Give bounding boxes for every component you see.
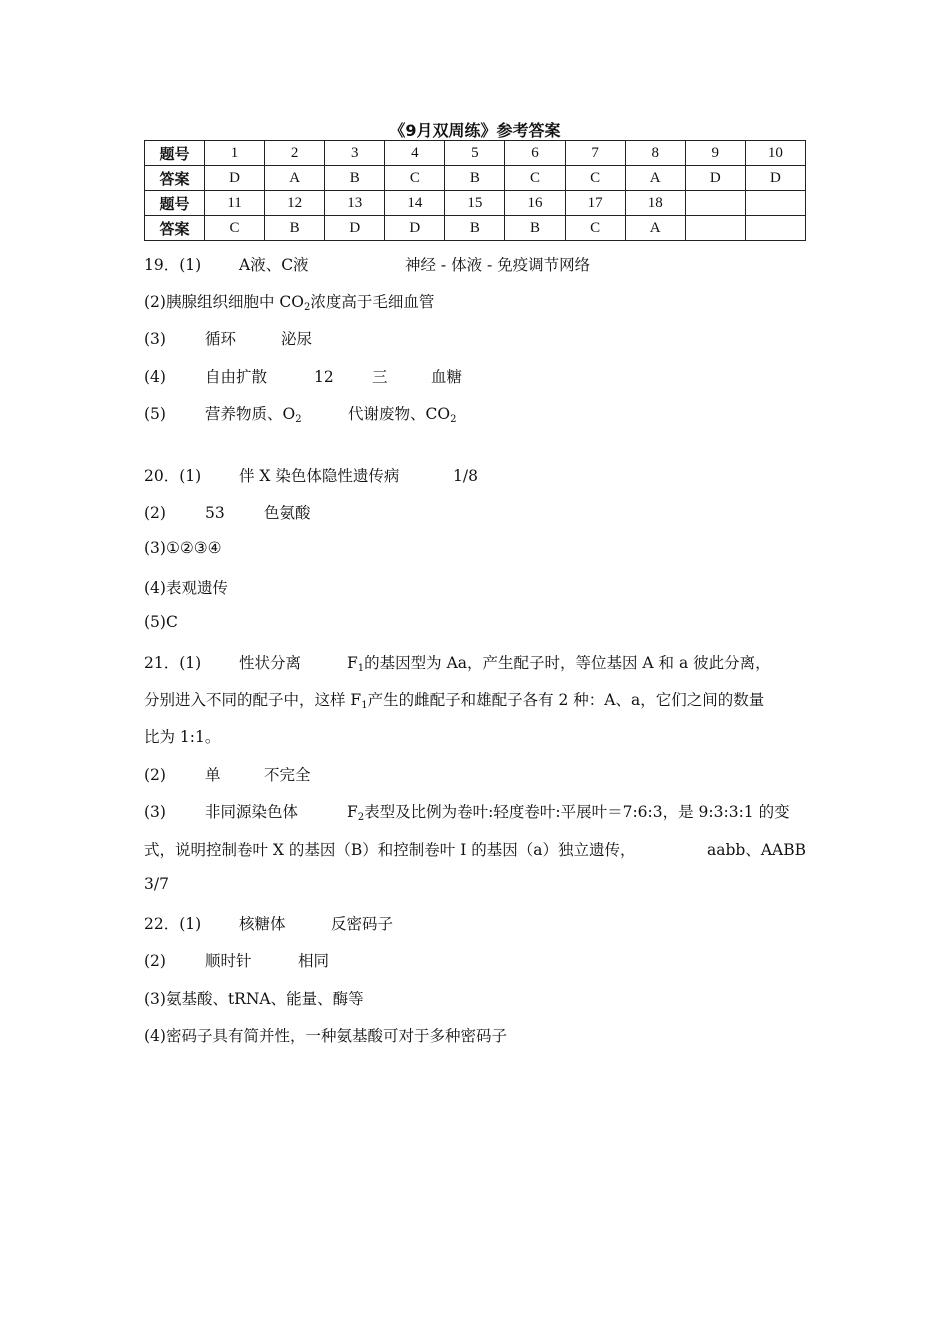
table-cell: 2 <box>265 141 325 166</box>
table-cell <box>745 216 805 241</box>
table-cell <box>745 191 805 216</box>
q19-line-4: (4) 自由扩散 12 三 血糖 <box>144 368 463 386</box>
table-cell: 9 <box>685 141 745 166</box>
table-cell: 4 <box>385 141 445 166</box>
q20-line-2: (2) 53 色氨酸 <box>144 504 311 522</box>
table-row <box>145 191 806 216</box>
table-cell <box>685 191 745 216</box>
page-title: 《9月双周练》参考答案 <box>389 121 561 140</box>
table-cell: 6 <box>505 141 565 166</box>
q20-line-1: 20．(1) 伴 X 染色体隐性遗传病 1/8 <box>144 467 478 485</box>
q21-line-7: 3/7 <box>144 875 169 893</box>
table-cell: 1 <box>205 141 265 166</box>
table-row <box>145 166 806 191</box>
table-cell: A <box>625 166 685 191</box>
q19-line-3: (3) 循环 泌尿 <box>144 330 313 348</box>
table-cell: C <box>565 166 625 191</box>
table-cell: 10 <box>745 141 805 166</box>
q21-line-3: 比为 1:1。 <box>144 728 221 746</box>
answer-table <box>144 140 806 241</box>
q19-line-5: (5) 营养物质、$O_2$ 代谢废物、$CO_2$ <box>144 405 457 425</box>
table-cell: D <box>385 216 445 241</box>
q22-line-3: (3)氨基酸、tRNA、能量、酶等 <box>144 990 364 1008</box>
table-cell: A <box>625 216 685 241</box>
table-cell: 12 <box>265 191 325 216</box>
table-cell: C <box>385 166 445 191</box>
table-cell: C <box>505 166 565 191</box>
q21-line-1: 21．(1) 性状分离 $F_1$的基因型为 Aa，产生配子时，等位基因 A 和 a 彼此分离， <box>144 654 771 674</box>
table-cell: A <box>265 166 325 191</box>
q19-line-2: (2)胰腺组织细胞中 $CO_2$浓度高于毛细血管 <box>144 293 435 313</box>
q20-line-5: (5)C <box>144 613 178 631</box>
table-cell: 5 <box>445 141 505 166</box>
q20-line-3: (3)①②③④ <box>144 539 222 557</box>
table-cell: C <box>565 216 625 241</box>
q21-line-5: (3) 非同源染色体 $F_2$表型及比例为卷叶:轻度卷叶:平展叶＝7:6:3，是 9:3:3:1 的变 <box>144 803 790 823</box>
q22-line-1: 22．(1) 核糖体 反密码子 <box>144 915 394 933</box>
table-cell: 18 <box>625 191 685 216</box>
table-cell: D <box>685 166 745 191</box>
q21-line-6: 式，说明控制卷叶 X 的基因（B）和控制卷叶 I 的基因（a）独立遗传， aabb、AABB <box>144 841 806 859</box>
table-cell: D <box>325 216 385 241</box>
table-row <box>145 141 806 166</box>
q22-line-4: (4)密码子具有简并性，一种氨基酸可对于多种密码子 <box>144 1027 507 1045</box>
row-label: 题号 <box>145 141 205 166</box>
table-cell: B <box>445 166 505 191</box>
table-cell: 13 <box>325 191 385 216</box>
table-cell: 3 <box>325 141 385 166</box>
row-label: 答案 <box>145 216 205 241</box>
table-cell: 15 <box>445 191 505 216</box>
table-cell: 17 <box>565 191 625 216</box>
table-cell: B <box>445 216 505 241</box>
row-label: 答案 <box>145 166 205 191</box>
table-cell: 8 <box>625 141 685 166</box>
q21-line-2: 分别进入不同的配子中，这样 $F_1$产生的雌配子和雄配子各有 2 种：A、a，它们之间的数量 <box>144 691 765 711</box>
table-cell: D <box>745 166 805 191</box>
q20-line-4: (4)表观遗传 <box>144 579 228 597</box>
table-row <box>145 216 806 241</box>
q21-line-4: (2) 单 不完全 <box>144 766 311 784</box>
table-cell <box>685 216 745 241</box>
row-label: 题号 <box>145 191 205 216</box>
table-cell: 16 <box>505 191 565 216</box>
table-cell: B <box>505 216 565 241</box>
table-cell: D <box>205 166 265 191</box>
table-cell: 14 <box>385 191 445 216</box>
table-cell: 7 <box>565 141 625 166</box>
table-cell: C <box>205 216 265 241</box>
table-cell: B <box>325 166 385 191</box>
q19-line-1: 19．(1) A液、C液 神经 - 体液 - 免疫调节网络 <box>144 256 591 274</box>
table-cell: B <box>265 216 325 241</box>
table-cell: 11 <box>205 191 265 216</box>
q22-line-2: (2) 顺时针 相同 <box>144 952 330 970</box>
